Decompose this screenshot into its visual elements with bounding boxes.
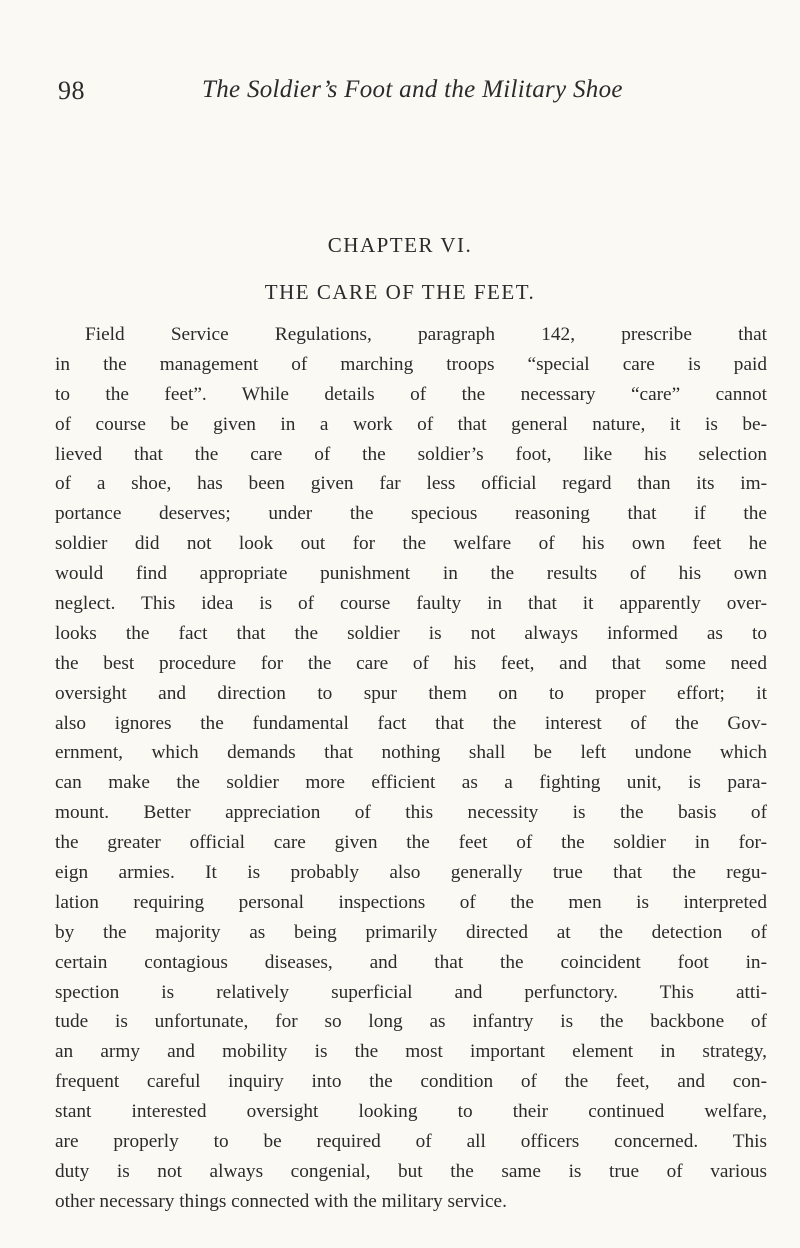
text-line: the best procedure for the care of his feet, and that some need <box>55 652 767 674</box>
text-line: ernment, which demands that nothing shall be left undone which <box>55 742 767 764</box>
text-line: other necessary things connected with the military service. <box>55 1190 507 1212</box>
text-line: stant interested oversight looking to their continued welfare, <box>55 1101 767 1123</box>
text-line: also ignores the fundamental fact that the interest of the Gov- <box>55 712 767 734</box>
text-line: by the majority as being primarily directed at the detection of <box>55 921 767 943</box>
running-title: The Soldier’s Foot and the Military Shoe <box>202 76 623 103</box>
text-line: certain contagious diseases, and that the coincident foot in- <box>55 951 767 973</box>
text-line: eign armies. It is probably also generally true that the regu- <box>55 862 767 884</box>
text-line: in the management of marching troops “special care is paid <box>55 353 767 375</box>
body-paragraph <box>55 320 767 1217</box>
chapter-number: CHAPTER VI. <box>327 233 473 257</box>
text-line: tude is unfortunate, for so long as infantry is the backbone of <box>55 1011 767 1033</box>
text-line: portance deserves; under the specious reasoning that if the <box>55 503 767 525</box>
text-line: oversight and direction to spur them on to proper effort; it <box>55 682 767 704</box>
text-line: can make the soldier more efficient as a fighting unit, is para- <box>55 772 767 794</box>
text-line: spection is relatively superficial and perfunctory. This atti- <box>55 981 767 1003</box>
text-line: Field Service Regulations, paragraph 142, prescribe that <box>85 324 767 345</box>
text-line: of course be given in a work of that general nature, it is be- <box>55 413 767 435</box>
chapter-title: THE CARE OF THE FEET. <box>264 280 536 304</box>
text-line: looks the fact that the soldier is not always informed as to <box>55 622 767 644</box>
text-line: lation requiring personal inspections of the men is interpreted <box>55 891 767 913</box>
text-line: would find appropriate punishment in the results of his own <box>55 563 767 585</box>
text-line: duty is not always congenial, but the same is true of various <box>55 1160 767 1182</box>
text-line: lieved that the care of the soldier’s foot, like his selection <box>55 443 767 465</box>
text-line: of a shoe, has been given far less official regard than its im- <box>55 473 767 495</box>
text-line: the greater official care given the feet of the soldier in for- <box>55 832 767 854</box>
page-number: 98 <box>58 76 85 105</box>
text-line: an army and mobility is the most important element in strategy, <box>55 1041 767 1063</box>
text-line: soldier did not look out for the welfare of his own feet he <box>55 533 767 555</box>
text-line: mount. Better appreciation of this necessity is the basis of <box>55 802 767 824</box>
text-line: frequent careful inquiry into the condition of the feet, and con- <box>55 1071 767 1093</box>
text-line: neglect. This idea is of course faulty in that it apparently over- <box>55 593 767 615</box>
text-line: are properly to be required of all officers concerned. This <box>55 1131 767 1153</box>
text-line: to the feet”. While details of the necessary “care” cannot <box>55 383 767 405</box>
